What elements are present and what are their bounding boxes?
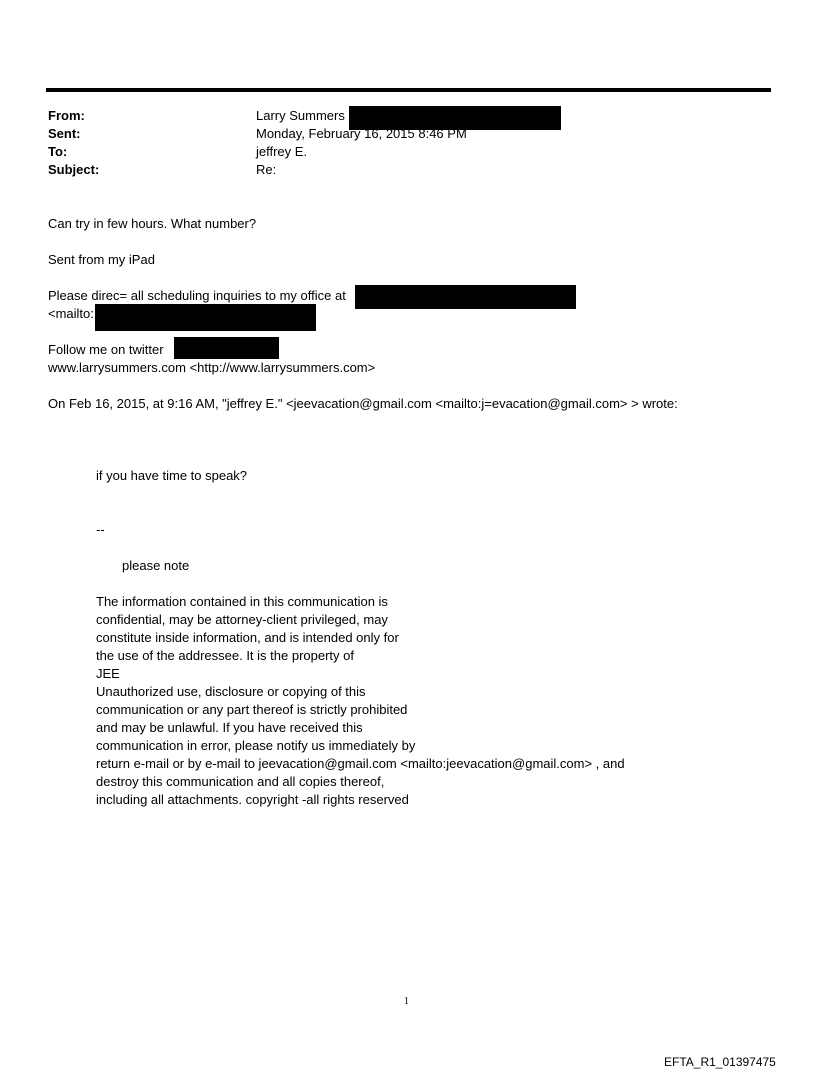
sent-label: Sent: bbox=[48, 126, 81, 141]
disclaimer-line: communication or any part thereof is strictly prohibited bbox=[96, 702, 408, 717]
redaction-box bbox=[95, 304, 316, 331]
from-value: Larry Summers bbox=[256, 108, 345, 123]
redaction-box bbox=[355, 285, 576, 309]
disclaimer-line: confidential, may be attorney-client privileged, may bbox=[96, 612, 388, 627]
disclaimer-line: return e-mail or by e-mail to jeevacation@gmail.com <mailto:jeevacation@gmail.com> , and bbox=[96, 756, 625, 771]
scheduling-text: Please direc= all scheduling inquiries to my office at bbox=[48, 288, 346, 303]
mailto-prefix: <mailto: bbox=[48, 306, 94, 321]
twitter-text: Follow me on twitter bbox=[48, 342, 164, 357]
disclaimer-line: JEE bbox=[96, 666, 120, 681]
redaction-box bbox=[174, 337, 279, 359]
header-rule bbox=[46, 88, 771, 92]
page-number: 1 bbox=[404, 996, 409, 1007]
quote-header: On Feb 16, 2015, at 9:16 AM, "jeffrey E." <jeevacation@gmail.com <mailto:j=evacation@gmail.com> > wrote: bbox=[48, 396, 678, 411]
disclaimer-line: The information contained in this communication is bbox=[96, 594, 388, 609]
disclaimer-line: destroy this communication and all copies thereof, bbox=[96, 774, 385, 789]
quoted-question: if you have time to speak? bbox=[96, 468, 248, 483]
disclaimer-line: the use of the addressee. It is the property of bbox=[96, 648, 354, 663]
quoted-note: please note bbox=[122, 558, 190, 573]
from-label: From: bbox=[48, 108, 85, 123]
disclaimer-line: including all attachments. copyright -all rights reserved bbox=[96, 792, 409, 807]
sent-value: Monday, February 16, 2015 8:46 PM bbox=[256, 126, 467, 141]
disclaimer-line: constitute inside information, and is intended only for bbox=[96, 630, 399, 645]
to-value: jeffrey E. bbox=[256, 144, 308, 159]
subject-value: Re: bbox=[256, 162, 277, 177]
subject-label: Subject: bbox=[48, 162, 100, 177]
sent-from-device: Sent from my iPad bbox=[48, 252, 155, 267]
disclaimer-line: and may be unlawful. If you have received this bbox=[96, 720, 363, 735]
disclaimer-line: Unauthorized use, disclosure or copying of this bbox=[96, 684, 366, 699]
document-id: EFTA_R1_01397475 bbox=[664, 1055, 776, 1069]
to-label: To: bbox=[48, 144, 68, 159]
quoted-separator: -- bbox=[96, 522, 105, 537]
website-link[interactable]: www.larrysummers.com <http://www.larrysummers.com> bbox=[48, 360, 376, 375]
disclaimer-line: communication in error, please notify us immediately by bbox=[96, 738, 416, 753]
reply-text: Can try in few hours. What number? bbox=[48, 216, 257, 231]
